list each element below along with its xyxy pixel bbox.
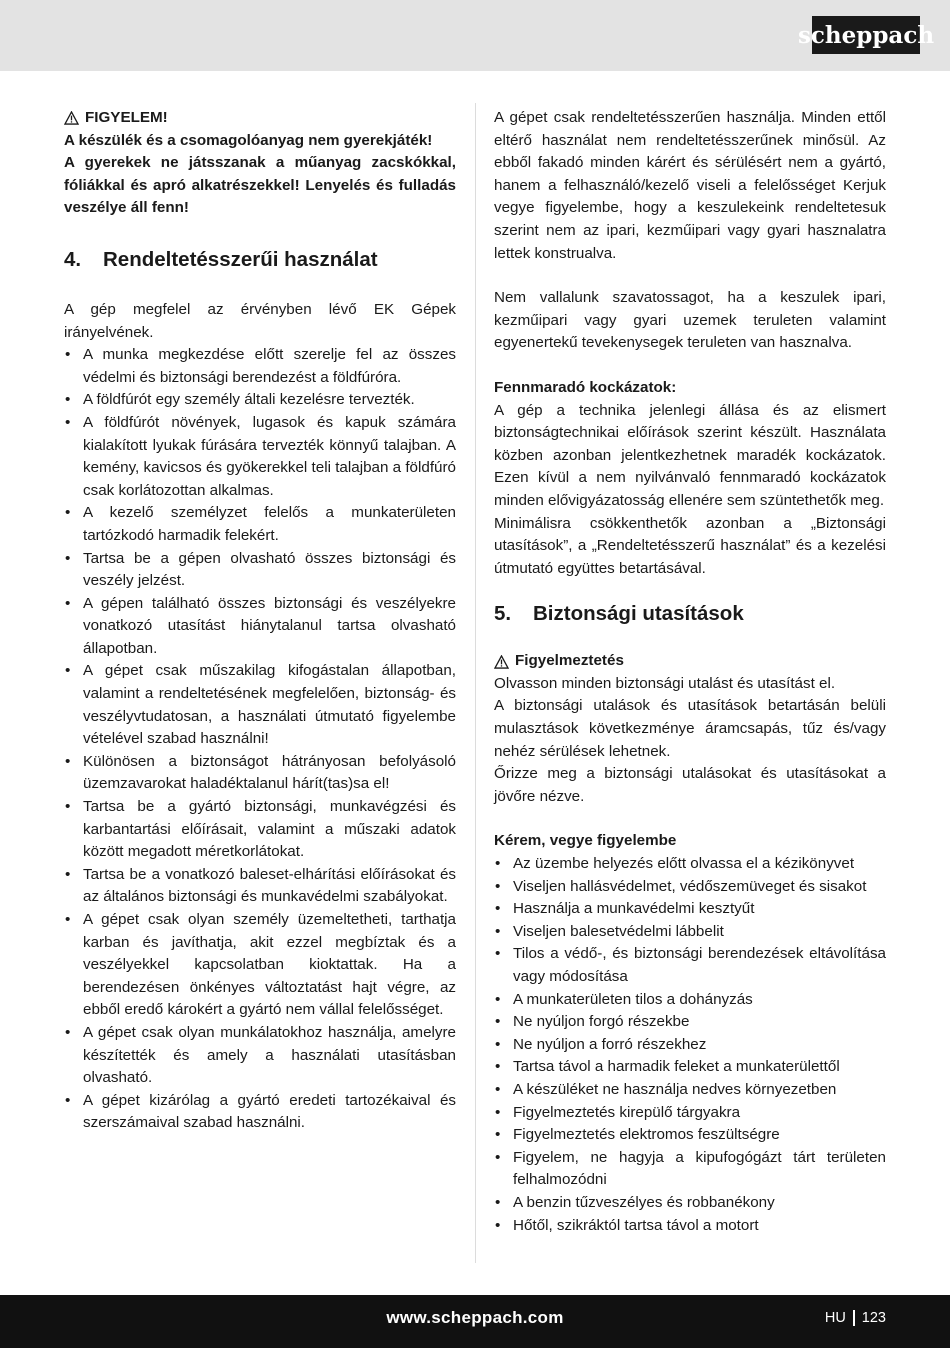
warning-title: FIGYELEM!: [85, 109, 168, 126]
list-item: • A munka megkezdése előtt szerelje fel az összes védelmi és biztonsági berendezést a földfúróra.: [64, 344, 456, 389]
list-item: • A gépet kizárólag a gyártó eredeti tartozékaival és szerszámaival szabad használni.: [64, 1090, 456, 1135]
list-item: • Különösen a biztonságot hátrányosan befolyásoló üzemzavarokat haladéktalanul hárít(tas)sa el!: [64, 751, 456, 796]
intro-paragraph: A gép megfelel az érvényben lévő EK Gépek irányelvének.: [64, 300, 456, 341]
brand-logo: scheppach: [812, 16, 920, 54]
warning-line: Olvasson minden biztonsági utalást és utasítást el.: [494, 674, 836, 692]
warning-text: A gyerekek ne játsszanak a műanyag zacskókkal, fóliákkal és apró alkatrészekkel! Lenyelés és fulladás veszélye áll fenn!: [64, 154, 456, 217]
residual-text-2: Minimálisra csökkenthetők azonban a „Biztonsági utasítások”, a „Rendeltetésszerű használat” és a kezelési útmutató együttes betartásával.: [494, 514, 886, 577]
left-column: [64, 107, 456, 1135]
section-title: Biztonsági utasítások: [533, 602, 744, 626]
right-column: [494, 107, 886, 1237]
safety-warning: [494, 650, 886, 808]
list-item: • Használja a munkavédelmi kesztyűt: [494, 898, 886, 921]
child-warning: [64, 107, 456, 220]
list-item: • Tartsa távol a harmadik feleket a munkaterülettől: [494, 1056, 886, 1079]
list-item: • A munkaterületen tilos a dohányzás: [494, 989, 886, 1012]
footer-bar: [0, 1295, 950, 1348]
list-item: • A kezelő személyzet felelős a munkaterületen tartózkodó harmadik felekért.: [64, 502, 456, 547]
list-item: • A földfúrót egy személy általi kezelésre tervezték.: [64, 389, 456, 412]
list-item: • A földfúrót növények, lugasok és kapuk számára kialakított lyukak fúrására tervezték könnyű talajban. A kemény, kavicsos és gyökerekkel teli talajban a földfúró csak korlátozottan alkalmas.: [64, 412, 456, 502]
list-item: • A készüléket ne használja nedves környezetben: [494, 1079, 886, 1102]
warning-line: Őrizze meg a biztonsági utalásokat és utasításokat a jövőre nézve.: [494, 765, 886, 805]
language-code: HU: [824, 1310, 846, 1326]
section-number: 4.: [64, 247, 82, 271]
page-indicator: [825, 1310, 886, 1326]
list-item: • Tartsa be a gyártó biztonsági, munkavégzési és karbantartási előírásait, valamint a műszaki adatok között megadott méretkorlátokat.: [64, 796, 456, 864]
intended-use-paragraph: A gépet csak rendeltetésszerűen használja. Minden ettől eltérő használat nem rendeltetésszerűnek minősül. Az ebből fakadó minden kárért és sérülésért nem a gyártó, hanem a felhasználó/kezelő viseli a felelősséget Kerjuk vegye figyelembe, hogy a keszulekeink rendeltetesuk szerint nem az ipari, kezműipari vagy gyari hasznalatra lettek konstrualva.: [494, 109, 886, 262]
warning-icon: [494, 655, 509, 669]
list-item: • A gépet csak olyan munkálatokhoz használja, amelyre készítették és amely a használati utasításban olvasható.: [64, 1022, 456, 1090]
list-item: • Az üzembe helyezés előtt olvassa el a kézikönyvet: [494, 853, 886, 876]
section-title: Rendeltetésszerűi használat: [103, 247, 378, 271]
residual-text: A gép a technika jelenlegi állása és az elismert biztonságtechnikai előírások szerint készült. Használata közben azonban jelentkezhetnek maradék kockázatok. Ezen kívül a nem nyilvánvaló fennmaradó kockázatok minden elővigyázatosság ellenére sem szüntethetők meg.: [494, 401, 886, 509]
usage-list: [64, 344, 456, 1135]
warning-line: A készülék és a csomagolóanyag nem gyerekjáték!: [64, 131, 433, 149]
residual-risks: [494, 377, 886, 580]
list-item: • A gépet csak olyan személy üzemeltetheti, tarthatja karban és javíthatja, akit ezzel megbíztak és a veszélyekkel kapcsolatban kioktattak. Ha a berendezésen önkényes változtatást hajt végre, az ebből eredő károkért a gyártó nem vállal felelősséget.: [64, 909, 456, 1022]
column-divider: [475, 103, 476, 1263]
warning-title: Figyelmeztetés: [515, 652, 624, 670]
list-item: • Viseljen hallásvédelmet, védőszemüveget és sisakot: [494, 876, 886, 899]
notice-block: [494, 830, 886, 1237]
page-number: 123: [861, 1310, 886, 1326]
residual-title: Fennmaradó kockázatok:: [494, 378, 677, 396]
list-item: • Tartsa be a gépen olvasható összes biztonsági és veszély jelzést.: [64, 548, 456, 593]
list-item: • Tartsa be a vonatkozó baleset-elhárítási előírásokat és az általános biztonsági és munkavédelmi szabályokat.: [64, 864, 456, 909]
section-5-heading: [494, 601, 886, 627]
warranty-paragraph: Nem vallalunk szavatossagot, ha a keszulek ipari, kezműipari vagy gyari uzemek teruleten valamint egyenertekű tevekenysegek teruleten van hasznalva.: [494, 289, 886, 352]
section-number: 5.: [494, 602, 512, 626]
list-item: • A gépet csak műszakilag kifogástalan állapotban, valamint a rendeltetésének megfelelően, biztonság- és veszélyvtudatosan, a használati útmutató figyelembe vételével szabad használni!: [64, 660, 456, 750]
list-item: • Viseljen balesetvédelmi lábbelit: [494, 921, 886, 944]
list-item: • Hőtől, szikráktól tartsa távol a motort: [494, 1215, 886, 1238]
list-item: • Ne nyúljon a forró részekhez: [494, 1034, 886, 1057]
list-item: • A benzin tűzveszélyes és robbanékony: [494, 1192, 886, 1215]
website-link[interactable]: www.scheppach.com: [386, 1308, 564, 1327]
section-4-heading: [64, 247, 456, 273]
list-item: • Tilos a védő-, és biztonsági berendezések eltávolítása vagy módosítása: [494, 943, 886, 988]
list-item: • Figyelem, ne hagyja a kipufogógázt tárt területen felhalmozódni: [494, 1147, 886, 1192]
list-item: • A gépen található összes biztonsági és veszélyekre vonatkozó utasítást hiánytalanul tartsa olvasható állapotban.: [64, 593, 456, 661]
header-bar: [0, 0, 950, 71]
warning-line: A biztonsági utalások és utasítások betartásán belüli mulasztások következménye áramcsapás, tűz és/vagy nehéz sérülések lehetnek.: [494, 697, 886, 760]
list-item: • Figyelmeztetés kirepülő tárgyakra: [494, 1102, 886, 1125]
notice-title: Kérem, vegye figyelembe: [494, 832, 677, 850]
notice-list: [494, 853, 886, 1237]
list-item: • Figyelmeztetés elektromos feszültségre: [494, 1124, 886, 1147]
separator: [853, 1310, 855, 1326]
warning-icon: [64, 111, 79, 125]
list-item: • Ne nyúljon forgó részekbe: [494, 1011, 886, 1034]
